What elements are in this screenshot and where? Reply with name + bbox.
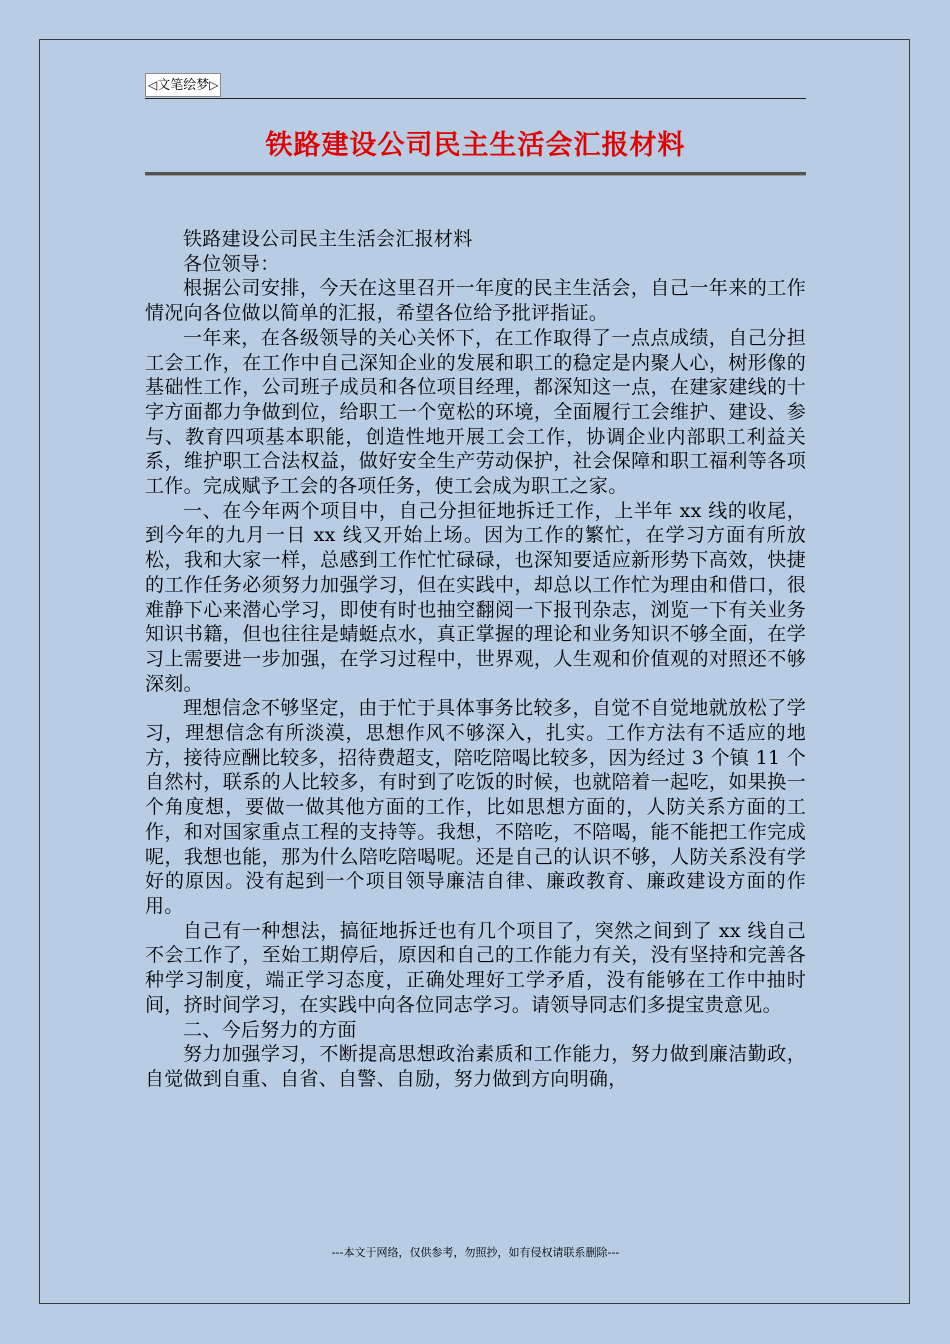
body-paragraph: 努力加强学习，不断提高思想政治素质和工作能力，努力做到廉洁勤政，自觉做到自重、自省、自警、自励，努力做到方向明确，	[145, 1043, 806, 1090]
header-tag-text: 文笔绘梦	[157, 78, 210, 93]
right-triangle-icon: ▷	[209, 78, 219, 92]
document-title: 铁路建设公司民主生活会汇报材料	[265, 130, 686, 161]
body-paragraph: 一、在今年两个项目中，自己分担征地拆迁工作，上半年 xx 线的收尾，到今年的九月一日 xx 线又开始上场。因为工作的繁忙，在学习方面有所放松，我和大家一样，总感到工作忙忙碌碌，也深知要适应新形势下高效，快捷的工作任务必须努力加强学习，但在实践中，却总以工作忙为理由和借口，很难静下心来潜心学习，即使有时也抽空翻阅一下报刊杂志，浏览一下有关业务知识书籍，但也往往是蜻蜓点水，真正掌握的理论和业务知识不够全面，在学习上需要进一步加强，在学习过程中，世界观，人生观和价值观的对照还不够深刻。	[145, 499, 806, 695]
header-tag	[145, 73, 221, 97]
left-triangle-icon: ◁	[148, 78, 158, 92]
body-paragraph: 理想信念不够坚定，由于忙于具体事务比较多，自觉不自觉地就放松了学习，理想信念有所淡漠，思想作风不够深入，扎实。工作方法有不适应的地方，接待应酬比较多，招待费超支，陪吃陪喝比较多，因为经过 3 个镇 11 个自然村，联系的人比较多，有时到了吃饭的时候，也就陪着一起吃，如果换一个角度想，要做一做其他方面的工作，比如思想方面的，人防关系方面的工作，和对国家重点工程的支持等。我想，不陪吃，不陪喝，能不能把工作完成呢，我想也能，那为什么陪吃陪喝呢。还是自己的认识不够，人防关系没有学好的原因。没有起到一个项目领导廉洁自律、廉政教育、廉政建设方面的作用。	[145, 697, 806, 917]
body-paragraph: 各位领导：	[183, 252, 280, 275]
header-divider	[145, 98, 806, 99]
document-body	[145, 227, 806, 1092]
body-paragraph: 二、今后努力的方面	[183, 1018, 357, 1041]
title-divider	[145, 172, 806, 176]
body-paragraph: 铁路建设公司民主生活会汇报材料	[183, 228, 473, 250]
body-paragraph: 一年来，在各级领导的关心关怀下，在工作取得了一点点成绩，自己分担工会工作，在工作中自己深知企业的发展和职工的稳定是内聚人心，树形像的基础性工作，公司班子成员和各位项目经理，都深知这一点，在建家建线的十字方面都力争做到位，给职工一个宽松的环境，全面履行工会维护、建设、参与、教育四项基本职能，创造性地开展工会工作，协调企业内部职工利益关系，维护职工合法权益，做好安全生产劳动保护，社会保障和职工福利等各项工作。完成赋予工会的各项任务，使工会成为职工之家。	[145, 326, 806, 498]
body-paragraph: 根据公司安排，今天在这里召开一年度的民主生活会，自己一年来的工作情况向各位做以简单的汇报，希望各位给予批评指证。	[145, 277, 806, 325]
footer-disclaimer: ---本文于网络，仅供参考，勿照抄，如有侵权请联系删除---	[331, 1246, 620, 1259]
body-paragraph: 自己有一种想法，搞征地拆迁也有几个项目了，突然之间到了 xx 线自己不会工作了，至始工期停后，原因和自己的工作能力有关，没有坚持和完善各种学习制度，端正学习态度，正确处理好工学矛盾，没有能够在工作中抽时间，挤时间学习，在实践中向各位同志学习。请领导同志们多提宝贵意见。	[145, 919, 806, 1016]
